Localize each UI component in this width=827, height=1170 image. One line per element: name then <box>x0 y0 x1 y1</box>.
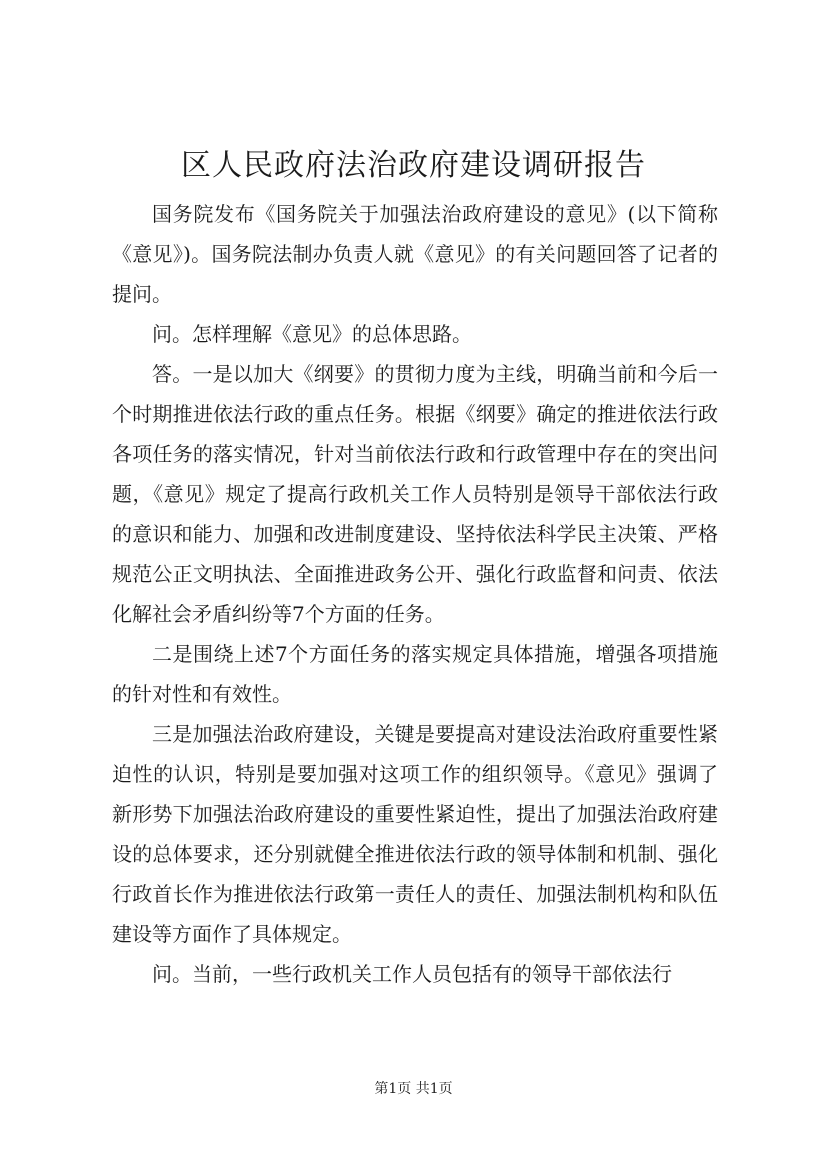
page-number-footer: 第1页 共1页 <box>374 1081 453 1097</box>
paragraph-question-1: 问。怎样理解《意见》的总体思路。 <box>152 322 472 346</box>
paragraph-intro: 国务院发布《国务院关于加强法治政府建设的意见》(以下简称《意见》)。国务院法制办负责人就《意见》的有关问题回答了记者的提问。 <box>112 202 718 306</box>
document-body <box>112 194 718 994</box>
paragraph-question-2: 问。当前，一些行政机关工作人员包括有的领导干部依法行 <box>152 962 672 986</box>
paragraph-point-2: 二是围绕上述7个方面任务的落实规定具体措施，增强各项措施的针对性和有效性。 <box>112 642 718 706</box>
document-title: 区人民政府法治政府建设调研报告 <box>181 148 646 183</box>
paragraph-answer-1: 答。一是以加大《纲要》的贯彻力度为主线，明确当前和今后一个时期推进依法行政的重点任务。根据《纲要》确定的推进依法行政各项任务的落实情况，针对当前依法行政和行政管理中存在的突出问题，《意见》规定了提高行政机关工作人员特别是领导干部依法行政的意识和能力、加强和改进制度建设、坚持依法科学民主决策、严格规范公正文明执法、全面推进政务公开、强化行政监督和问责、依法化解社会矛盾纠纷等7个方面的任务。 <box>112 362 718 626</box>
paragraph-point-3: 三是加强法治政府建设，关键是要提高对建设法治政府重要性紧迫性的认识，特别是要加强对这项工作的组织领导。《意见》强调了新形势下加强法治政府建设的重要性紧迫性，提出了加强法治政府建设的总体要求，还分别就健全推进依法行政的领导体制和机制、强化行政首长作为推进依法行政第一责任人的责任、加强法制机构和队伍建设等方面作了具体规定。 <box>112 722 718 946</box>
